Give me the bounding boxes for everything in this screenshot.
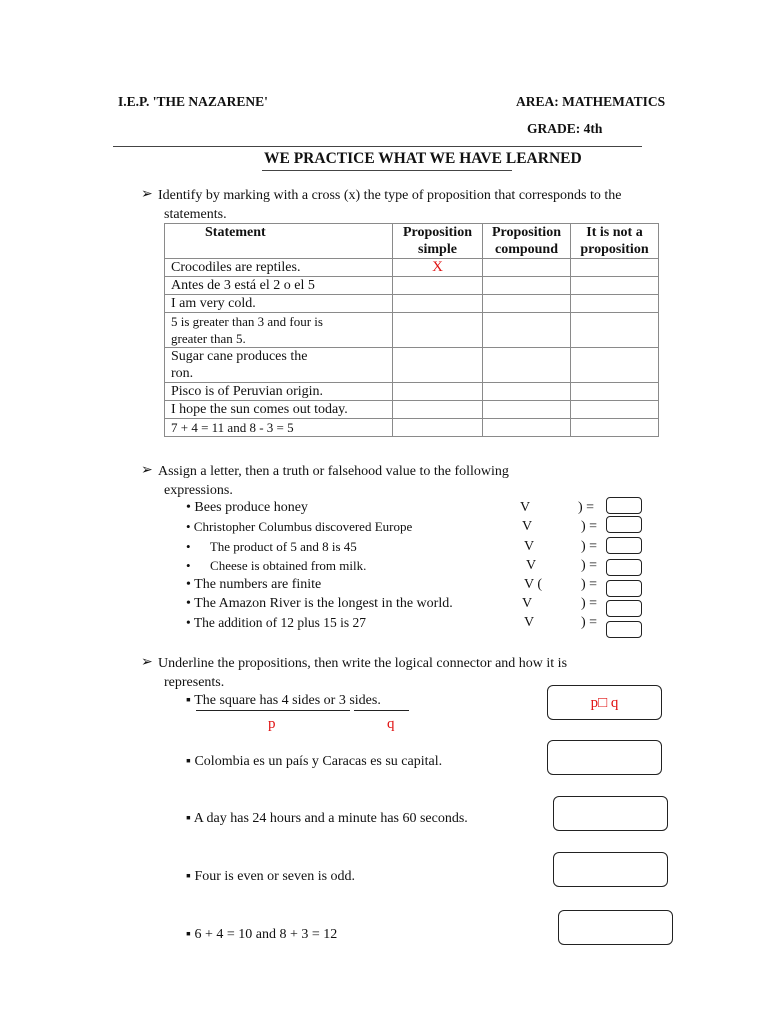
truth-item-text: • Bees produce honey xyxy=(186,500,308,515)
proposition-table xyxy=(164,223,659,437)
connector-item-text: ▪ Four is even or seven is odd. xyxy=(186,869,356,884)
section1-instruction-line2: statements. xyxy=(164,207,227,222)
header-not-proposition: It is not a proposition xyxy=(571,224,659,259)
truth-answer-box[interactable] xyxy=(606,516,642,533)
truth-answer-box[interactable] xyxy=(606,621,642,638)
table-row xyxy=(165,277,659,295)
truth-item-text: • Cheese is obtained from milk. xyxy=(186,558,367,573)
not-proposition-cell[interactable] xyxy=(571,295,659,313)
truth-item-text: • The Amazon River is the longest in the world. xyxy=(186,596,453,611)
section3-instruction-line2: represents. xyxy=(164,675,225,690)
section1-instruction-line1: Identify by marking with a cross (x) the type of proposition that corresponds to the xyxy=(158,188,622,203)
compound-cell[interactable] xyxy=(483,419,571,437)
truth-item-eq: ) = xyxy=(581,539,598,554)
statement-cell: Antes de 3 está el 2 o el 5 xyxy=(165,277,393,295)
not-proposition-cell[interactable] xyxy=(571,259,659,277)
simple-cell[interactable] xyxy=(393,313,483,348)
truth-item-eq: ) = xyxy=(581,596,598,611)
header-compound: Proposition compound xyxy=(483,224,571,259)
statement-cell: I hope the sun comes out today. xyxy=(165,401,393,419)
compound-cell[interactable] xyxy=(483,295,571,313)
section3-instruction-line1: Underline the propositions, then write the logical connector and how it is xyxy=(158,656,568,671)
compound-cell[interactable] xyxy=(483,313,571,348)
page-title: WE PRACTICE WHAT WE HAVE LEARNED xyxy=(264,150,582,167)
truth-item-text: • Christopher Columbus discovered Europe xyxy=(186,519,413,534)
compound-cell[interactable] xyxy=(483,401,571,419)
truth-item-v: V xyxy=(524,615,535,630)
connector-answer-box[interactable] xyxy=(547,685,662,720)
truth-item-eq: ) = xyxy=(581,519,598,534)
statement-cell: Crocodiles are reptiles. xyxy=(165,259,393,277)
label-p: p xyxy=(268,716,276,732)
connector-answer-box[interactable] xyxy=(553,852,668,887)
truth-answer-box[interactable] xyxy=(606,537,642,554)
truth-item-text: • The numbers are finite xyxy=(186,577,322,592)
connector-item-text: ▪ A day has 24 hours and a minute has 60 seconds. xyxy=(186,811,468,826)
underline-p xyxy=(196,710,350,711)
connector-item-text: ▪ 6 + 4 = 10 and 8 + 3 = 12 xyxy=(186,927,338,942)
truth-item-v: V xyxy=(522,519,533,534)
connector-answer-box[interactable] xyxy=(553,796,668,831)
truth-answer-box[interactable] xyxy=(606,497,642,514)
compound-cell[interactable] xyxy=(483,348,571,383)
grade-label: GRADE: 4th xyxy=(527,121,603,136)
compound-cell[interactable] xyxy=(483,277,571,295)
section2-instruction-line1: Assign a letter, then a truth or falsehood value to the following xyxy=(158,464,509,479)
compound-cell[interactable] xyxy=(483,259,571,277)
not-proposition-cell[interactable] xyxy=(571,277,659,295)
table-row xyxy=(165,401,659,419)
label-q: q xyxy=(387,716,395,732)
truth-item-eq: ) = xyxy=(581,615,598,630)
bullet-arrow-icon: ➢ xyxy=(141,655,153,670)
not-proposition-cell[interactable] xyxy=(571,401,659,419)
not-proposition-cell[interactable] xyxy=(571,348,659,383)
simple-cell[interactable] xyxy=(393,401,483,419)
truth-item-text: • The addition of 12 plus 15 is 27 xyxy=(186,615,366,630)
simple-cell[interactable] xyxy=(393,383,483,401)
connector-answer-box[interactable] xyxy=(547,740,662,775)
truth-item-eq: ) = xyxy=(578,500,595,515)
header-statement: Statement xyxy=(165,224,393,259)
connector-answer-box[interactable] xyxy=(558,910,673,945)
table-row xyxy=(165,348,659,383)
table-header-row xyxy=(165,224,659,259)
truth-item-v: V xyxy=(526,558,537,573)
simple-cell[interactable] xyxy=(393,277,483,295)
header-simple: Proposition simple xyxy=(393,224,483,259)
truth-item-v: V xyxy=(520,500,531,515)
header-divider xyxy=(113,146,642,147)
bullet-arrow-icon: ➢ xyxy=(141,187,153,202)
truth-item-text: • The product of 5 and 8 is 45 xyxy=(186,539,357,554)
truth-item-v: V xyxy=(522,596,533,611)
title-underline xyxy=(262,170,512,171)
truth-item-eq: ) = xyxy=(581,577,598,592)
statement-cell: 5 is greater than 3 and four is greater than 5. xyxy=(165,313,393,348)
section2-instruction-line2: expressions. xyxy=(164,483,233,498)
truth-answer-box[interactable] xyxy=(606,580,642,597)
simple-cell[interactable] xyxy=(393,348,483,383)
table-row xyxy=(165,295,659,313)
not-proposition-cell[interactable] xyxy=(571,419,659,437)
truth-item-v: V ( xyxy=(524,577,543,592)
statement-cell: 7 + 4 = 11 and 8 - 3 = 5 xyxy=(165,419,393,437)
bullet-arrow-icon: ➢ xyxy=(141,463,153,478)
connector-item-text: ▪ Colombia es un país y Caracas es su capital. xyxy=(186,754,443,769)
truth-item-v: V xyxy=(524,539,535,554)
area-label: AREA: MATHEMATICS xyxy=(516,94,666,109)
truth-answer-box[interactable] xyxy=(606,559,642,576)
table-row xyxy=(165,313,659,348)
underline-q xyxy=(354,710,409,711)
table-row xyxy=(165,259,659,277)
simple-cell[interactable] xyxy=(393,295,483,313)
connector-answer-text: p□ q xyxy=(590,695,619,711)
simple-cell[interactable]: X xyxy=(393,259,483,277)
not-proposition-cell[interactable] xyxy=(571,313,659,348)
simple-cell[interactable] xyxy=(393,419,483,437)
truth-item-eq: ) = xyxy=(581,558,598,573)
not-proposition-cell[interactable] xyxy=(571,383,659,401)
statement-cell: Sugar cane produces the ron. xyxy=(165,348,393,383)
compound-cell[interactable] xyxy=(483,383,571,401)
statement-cell: I am very cold. xyxy=(165,295,393,313)
connector-item-text: ▪ The square has 4 sides or 3 sides. xyxy=(186,693,381,708)
truth-answer-box[interactable] xyxy=(606,600,642,617)
school-name: I.E.P. 'THE NAZARENE' xyxy=(118,94,268,109)
statement-cell: Pisco is of Peruvian origin. xyxy=(165,383,393,401)
table-row xyxy=(165,383,659,401)
table-row xyxy=(165,419,659,437)
